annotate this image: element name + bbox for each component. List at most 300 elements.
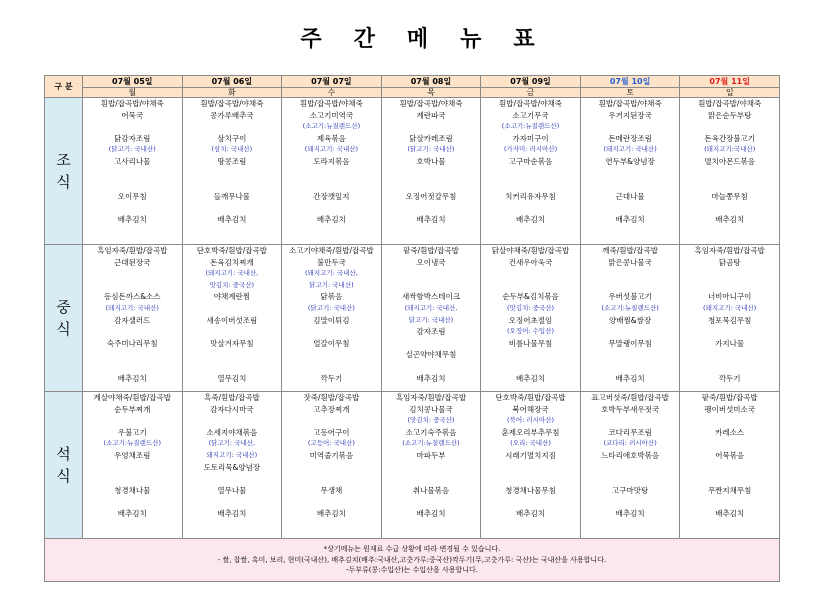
menu-item xyxy=(183,326,282,338)
page-title xyxy=(0,22,835,53)
menu-item xyxy=(382,361,481,373)
menu-item xyxy=(183,303,282,315)
date-cell: 07월 05일 xyxy=(83,76,183,88)
menu-item: 간장깻잎지 xyxy=(313,191,350,201)
origin-note: (소고기:뉴질랜드산) xyxy=(601,303,659,312)
menu-item: 호박나물 xyxy=(416,156,446,166)
title-char: 주 xyxy=(300,27,322,52)
menu-item: 우거지된장국 xyxy=(608,110,652,120)
menu-item: 배추김치 xyxy=(217,508,247,518)
menu-item xyxy=(282,462,381,474)
date-header-row xyxy=(45,76,780,88)
menu-item: 소고기숙주볶음 xyxy=(405,427,457,437)
menu-item xyxy=(481,268,580,280)
origin-note: (돼지고기: 국내산) xyxy=(703,303,757,312)
menu-item xyxy=(83,415,182,427)
menu-item xyxy=(382,496,481,508)
menu-item: 흑임자죽/흰밥/잡곡밥 xyxy=(694,246,765,255)
weekday-cell: 화 xyxy=(182,88,282,98)
title-char: 간 xyxy=(353,27,375,52)
menu-item: 흰밥/잡곡밥/야채죽 xyxy=(598,99,662,108)
origin-note: (맛김치: 중국산) xyxy=(407,416,455,425)
menu-item: 배추김치 xyxy=(416,508,446,518)
menu-item: 계란파국 xyxy=(416,110,446,120)
origin-note: (닭고기: 국내산) xyxy=(407,145,455,154)
menu-item: 배추김치 xyxy=(715,214,745,224)
menu-item xyxy=(581,202,680,214)
menu-item: 흰밥/잡곡밥/야채죽 xyxy=(499,99,563,108)
menu-item: 돈메란장조림 xyxy=(608,133,652,143)
menu-item xyxy=(183,415,282,427)
menu-item xyxy=(382,462,481,474)
menu-item xyxy=(581,415,680,427)
menu-cell xyxy=(381,98,481,245)
menu-item: 소세지야채볶음 xyxy=(206,427,258,437)
menu-item: 우불고기 xyxy=(117,427,147,437)
menu-item: 새송이버섯조림 xyxy=(206,315,258,325)
menu-cell xyxy=(580,98,680,245)
menu-item: 열무나물 xyxy=(217,485,247,495)
menu-item: 마파두부 xyxy=(416,450,446,460)
menu-item xyxy=(382,280,481,292)
menu-cell xyxy=(580,392,680,539)
menu-cell xyxy=(381,392,481,539)
menu-cell xyxy=(182,392,282,539)
menu-item: 흑죽/흰밥/잡곡밥 xyxy=(203,393,260,402)
menu-cell xyxy=(83,245,183,392)
title-char: 메 xyxy=(406,27,429,52)
menu-item: 오이냉국 xyxy=(416,257,446,267)
menu-item xyxy=(581,361,680,373)
weekday-cell: 월 xyxy=(83,88,183,98)
origin-note: (돼지고기: 국내산, xyxy=(305,269,358,278)
origin-note: (가자미: 러시아산) xyxy=(503,145,558,154)
menu-item xyxy=(382,179,481,191)
notes xyxy=(45,539,780,582)
menu-item xyxy=(282,473,381,485)
menu-cell xyxy=(182,98,282,245)
menu-item xyxy=(581,349,680,361)
menu-item: 고구마순볶음 xyxy=(508,156,553,166)
menu-item xyxy=(83,121,182,133)
origin-note: (북어: 러시아산) xyxy=(507,416,555,425)
menu-item xyxy=(481,361,580,373)
menu-item: 맑은콩나물국 xyxy=(608,257,652,267)
menu-item xyxy=(83,202,182,214)
menu-item: 잣죽/흰밥/잡곡밥 xyxy=(303,393,360,402)
menu-cell xyxy=(282,245,382,392)
menu-item: 훈제오리부추무침 xyxy=(501,427,560,437)
menu-item xyxy=(481,349,580,361)
menu-item xyxy=(282,496,381,508)
meal-label-char: 석 xyxy=(56,445,71,463)
menu-item: 배추김치 xyxy=(516,373,546,383)
menu-item xyxy=(680,268,779,280)
menu-item: 양배찜&쌈장 xyxy=(609,315,652,325)
origin-note: (돼지고기:국내산) xyxy=(704,145,756,154)
menu-item: 표고버섯죽/흰밥/잡곡밥 xyxy=(591,393,669,402)
meal-label-char: 식 xyxy=(56,173,71,191)
menu-item: 배추김치 xyxy=(117,214,147,224)
menu-item xyxy=(83,473,182,485)
menu-item: 오이무침 xyxy=(117,191,147,201)
date-cell: 07월 11일 xyxy=(680,76,780,88)
origin-note: (닭고기: 국내산) xyxy=(108,145,156,154)
menu-item: 제육볶음 xyxy=(316,133,346,143)
menu-item xyxy=(183,202,282,214)
date-cell: 07월 06일 xyxy=(182,76,282,88)
menu-item: 순두부찌개 xyxy=(114,404,151,414)
menu-item xyxy=(83,349,182,361)
menu-item xyxy=(183,121,282,133)
menu-cell xyxy=(282,392,382,539)
menu-item xyxy=(581,462,680,474)
menu-item xyxy=(382,168,481,180)
menu-item xyxy=(282,349,381,361)
menu-item: 배추김치 xyxy=(615,373,645,383)
origin-note: (소고기:뉴질랜드산) xyxy=(402,439,460,448)
menu-item: 너비아니구이 xyxy=(707,292,752,302)
origin-note: (돼지고기: 국내산) xyxy=(304,145,359,154)
menu-cell xyxy=(580,245,680,392)
menu-item xyxy=(581,168,680,180)
menu-item: 소고기미역국 xyxy=(309,110,354,120)
menu-item xyxy=(83,179,182,191)
origin-note: 닭고기: 국내산) xyxy=(309,280,354,289)
menu-item: 배추김치 xyxy=(615,214,645,224)
menu-item: 맑은순두부탕 xyxy=(707,110,752,120)
menu-item: 취나물볶음 xyxy=(412,485,450,495)
menu-item: 가자미구이 xyxy=(512,133,549,143)
menu-item: 우버섯불고기 xyxy=(608,292,652,302)
menu-item xyxy=(382,268,481,280)
menu-item: 들깨무나물 xyxy=(213,191,250,201)
menu-item xyxy=(481,473,580,485)
meal-label-char: 식 xyxy=(56,320,71,338)
menu-item xyxy=(183,168,282,180)
origin-note: 닭고기: 국내산) xyxy=(408,315,454,324)
menu-item xyxy=(83,496,182,508)
menu-item: 흰밥/잡곡밥/야채죽 xyxy=(698,99,762,108)
menu-item: 무생채 xyxy=(320,485,343,495)
menu-item: 고구마맛탕 xyxy=(611,485,649,495)
menu-item xyxy=(481,168,580,180)
menu-item: 순두부&김치볶음 xyxy=(502,292,559,302)
menu-item: 마늘쫑무침 xyxy=(711,191,748,201)
menu-item xyxy=(481,496,580,508)
menu-item: 불만두국 xyxy=(316,257,346,267)
menu-item: 배추김치 xyxy=(117,373,147,383)
menu-cell xyxy=(381,245,481,392)
menu-item xyxy=(680,121,779,133)
meal-row xyxy=(45,98,780,245)
menu-cell xyxy=(282,98,382,245)
menu-item xyxy=(581,473,680,485)
menu-item: 닭살카레조림 xyxy=(409,133,453,143)
gubun-label: 구 분 xyxy=(45,76,83,98)
menu-item: 근대된장국 xyxy=(114,257,151,267)
menu-item xyxy=(680,168,779,180)
origin-note: (오리: 국내산) xyxy=(510,439,551,448)
menu-item: 어묵국 xyxy=(121,110,144,120)
title-char: 뉴 xyxy=(460,27,482,52)
menu-item xyxy=(382,202,481,214)
menu-item: 건새우아욱국 xyxy=(508,257,553,267)
menu-item xyxy=(581,179,680,191)
menu-item: 시래기멸치지짐 xyxy=(505,450,556,460)
menu-item: 열무김치 xyxy=(217,373,247,383)
menu-item: 치커리유자무침 xyxy=(505,191,556,201)
weekday-cell: 일 xyxy=(680,88,780,98)
menu-item: 무말랭이무침 xyxy=(608,338,652,348)
menu-item: 비름나물무침 xyxy=(508,338,553,348)
menu-item: 배추김치 xyxy=(416,214,446,224)
menu-item xyxy=(83,462,182,474)
menu-cell xyxy=(83,98,183,245)
date-cell: 07월 08일 xyxy=(381,76,481,88)
menu-item: 배추김치 xyxy=(516,508,546,518)
menu-item xyxy=(680,280,779,292)
menu-item xyxy=(282,168,381,180)
menu-item: 흑임자죽/흰밥/잡곡밥 xyxy=(395,393,467,402)
origin-note: (돼지고기: 국내산) xyxy=(603,145,657,154)
menu-item: 배추김치 xyxy=(416,373,446,383)
menu-item: 삼치구이 xyxy=(217,133,247,143)
menu-item xyxy=(83,361,182,373)
menu-item: 북어해장국 xyxy=(512,404,549,414)
weekday-header-row xyxy=(45,88,780,98)
note-line: -두부류(콩:수입산)는 수입산을 사용합니다. xyxy=(346,566,478,575)
menu-item: 흑임자죽/흰밥/잡곡밥 xyxy=(97,246,168,255)
menu-item xyxy=(282,361,381,373)
menu-item: 카레소스 xyxy=(715,427,745,437)
origin-note: (고등어: 국내산) xyxy=(307,439,355,448)
menu-item: 흰밥/잡곡밥/야채죽 xyxy=(399,99,463,108)
menu-item xyxy=(680,179,779,191)
menu-item xyxy=(83,168,182,180)
meal-label-char: 조 xyxy=(56,151,71,169)
menu-item: 청경채나물무침 xyxy=(505,485,556,495)
menu-item: 배추김치 xyxy=(217,214,247,224)
menu-item: 배추김치 xyxy=(615,508,645,518)
menu-item: 깍두기 xyxy=(320,373,343,383)
menu-item: 근대나물 xyxy=(615,191,645,201)
menu-item xyxy=(382,338,481,350)
menu-item xyxy=(680,462,779,474)
origin-note: (돼지고기: 국내산) xyxy=(105,303,159,312)
menu-item xyxy=(382,121,481,133)
menu-item: 우엉채조림 xyxy=(114,450,151,460)
menu-cell xyxy=(680,392,780,539)
menu-item xyxy=(481,202,580,214)
menu-item xyxy=(680,438,779,450)
origin-note: 돼지고기: 국내산) xyxy=(206,450,258,459)
menu-item: 계살야채죽/흰밥/잡곡밥 xyxy=(93,393,172,402)
menu-cell xyxy=(481,392,581,539)
menu-item: 감자샐러드 xyxy=(114,315,151,325)
menu-item: 오징어젓갈무침 xyxy=(405,191,457,201)
origin-note: (소고기:뉴질랜드산) xyxy=(103,439,162,448)
menu-item: 코다리무조림 xyxy=(608,427,652,437)
menu-item: 무짠지채무침 xyxy=(707,485,752,495)
meal-row xyxy=(45,392,780,539)
menu-item: 돈육김치찌개 xyxy=(210,257,254,267)
menu-item: 흰밥/잡곡밥/야채죽 xyxy=(200,99,264,108)
menu-item xyxy=(183,496,282,508)
menu-item: 팥죽/흰밥/잡곡밥 xyxy=(701,393,758,402)
date-cell: 07월 09일 xyxy=(481,76,581,88)
menu-item xyxy=(680,415,779,427)
menu-item: 호박두부새우젓국 xyxy=(601,404,660,414)
meal-label-char: 중 xyxy=(56,298,71,316)
meal-label xyxy=(45,98,83,245)
menu-item: 숙주미나리무침 xyxy=(106,338,158,348)
menu-item: 팽이버섯미소국 xyxy=(704,404,756,414)
menu-item xyxy=(680,202,779,214)
menu-item: 닭살야채죽/흰밥/잡곡밥 xyxy=(491,246,570,255)
menu-item xyxy=(680,349,779,361)
menu-item: 배추김치 xyxy=(117,508,147,518)
menu-item xyxy=(481,462,580,474)
menu-cell xyxy=(481,98,581,245)
menu-cell xyxy=(481,245,581,392)
menu-item: 닭감자조림 xyxy=(114,133,151,143)
menu-item xyxy=(680,326,779,338)
menu-item: 어묵볶음 xyxy=(715,450,745,460)
menu-item: 흰밥/잡곡밥/야채죽 xyxy=(299,99,363,108)
menu-item: 감자조림 xyxy=(416,327,446,337)
date-cell: 07월 10일 xyxy=(580,76,680,88)
title-char: 표 xyxy=(513,27,535,52)
menu-cell xyxy=(680,98,780,245)
menu-item xyxy=(581,280,680,292)
menu-item: 연두부&양념장 xyxy=(605,156,655,166)
menu-item: 감자다시마국 xyxy=(210,404,254,414)
menu-cell xyxy=(83,392,183,539)
menu-item xyxy=(282,326,381,338)
origin-note: (삼치: 국내산) xyxy=(211,145,253,154)
menu-item xyxy=(282,202,381,214)
menu-item xyxy=(581,268,680,280)
menu-item xyxy=(183,179,282,191)
origin-note: 맛김치: 중국산) xyxy=(209,280,255,289)
note-line: *상기메뉴는 원재료 수급 상황에 따라 변경될 수 있습니다. xyxy=(323,545,501,554)
menu-item xyxy=(581,326,680,338)
menu-item xyxy=(680,361,779,373)
note-line: - 쌀, 찹쌀, 흑미, 보리, 현미(국내산), 배추김치(배추:국내산,고춧가루:중국산)깍두기(무,고춧가루: 국산)는 국내산을 사용합니다. xyxy=(217,555,607,564)
menu-item xyxy=(481,280,580,292)
menu-item: 돈육간장불고기 xyxy=(704,133,756,143)
origin-note: (소고기:뉴질랜드산) xyxy=(501,122,560,131)
menu-item: 김말이튀김 xyxy=(313,315,350,325)
menu-item: 닭볶음 xyxy=(320,292,343,302)
origin-note: (돼지고기: 국내산, xyxy=(404,303,458,312)
menu-item: 청포묵김무침 xyxy=(707,315,752,325)
menu-item xyxy=(83,280,182,292)
menu-item xyxy=(581,121,680,133)
origin-note: (코다리: 러시아산) xyxy=(603,439,657,448)
menu-item: 깍두기 xyxy=(718,373,741,383)
menu-item xyxy=(481,179,580,191)
menu-item: 닭곰탕 xyxy=(718,257,741,267)
origin-note: (소고기:뉴질랜드산) xyxy=(302,122,361,131)
menu-item: 소고기무국 xyxy=(512,110,549,120)
menu-item: 김치콩나물국 xyxy=(409,404,453,414)
weekly-menu-table xyxy=(44,75,780,582)
menu-item xyxy=(581,496,680,508)
menu-item: 청경채나물 xyxy=(114,485,151,495)
meal-label xyxy=(45,392,83,539)
meal-label xyxy=(45,245,83,392)
menu-item: 미역줄기볶음 xyxy=(309,450,354,460)
menu-item: 멸치아몬드볶음 xyxy=(704,156,756,166)
menu-item: 단호박죽/흰밥/잡곡밥 xyxy=(495,393,566,402)
origin-note: (오징어: 수입산) xyxy=(507,327,555,336)
menu-cell xyxy=(182,245,282,392)
menu-item: 소고기야채죽/흰밥/잡곡밥 xyxy=(289,246,374,255)
menu-item xyxy=(183,361,282,373)
menu-item xyxy=(382,473,481,485)
menu-item: 도라지볶음 xyxy=(313,156,350,166)
menu-item: 고사리나물 xyxy=(114,156,151,166)
menu-item: 야채계란찜 xyxy=(213,292,250,302)
menu-item: 얼갈이무침 xyxy=(313,338,350,348)
menu-item: 배추김치 xyxy=(715,508,745,518)
menu-item: 실곤약야채무침 xyxy=(405,350,457,360)
menu-cell xyxy=(680,245,780,392)
menu-item: 고추장찌개 xyxy=(313,404,350,414)
menu-item: 가지나물 xyxy=(715,338,745,348)
menu-item xyxy=(183,349,282,361)
weekday-cell: 금 xyxy=(481,88,581,98)
menu-item: 도토리묵&양념장 xyxy=(203,462,261,472)
menu-item: 느타리애호박볶음 xyxy=(601,450,660,460)
menu-item: 단호박죽/흰밥/잡곡밥 xyxy=(196,246,267,255)
menu-item: 땅콩조림 xyxy=(217,156,247,166)
notes-row xyxy=(45,539,780,582)
menu-item xyxy=(83,326,182,338)
menu-item: 배추김치 xyxy=(316,214,346,224)
menu-item: 오징어초절임 xyxy=(508,315,553,325)
menu-item: 배추김치 xyxy=(316,508,346,518)
date-cell: 07월 07일 xyxy=(282,76,382,88)
menu-item: 콩가루배추국 xyxy=(210,110,254,120)
menu-item: 새싹함박스테이크 xyxy=(401,292,460,302)
menu-item: 흰밥/잡곡밥/야채죽 xyxy=(100,99,164,108)
weekday-cell: 목 xyxy=(381,88,481,98)
menu-item: 깨죽/흰밥/잡곡밥 xyxy=(602,246,658,255)
origin-note: (닭고기: 국내산, xyxy=(208,439,256,448)
menu-item: 맛살겨자무침 xyxy=(210,338,254,348)
origin-note: (닭고기: 국내산) xyxy=(307,303,355,312)
weekday-cell: 토 xyxy=(580,88,680,98)
weekday-cell: 수 xyxy=(282,88,382,98)
menu-item: 등심돈까스&소스 xyxy=(103,292,161,302)
meal-label-char: 식 xyxy=(56,467,71,485)
menu-item xyxy=(282,415,381,427)
menu-item xyxy=(282,179,381,191)
menu-item xyxy=(680,496,779,508)
menu-item xyxy=(83,268,182,280)
menu-item: 배추김치 xyxy=(516,214,546,224)
menu-item: 고등어구이 xyxy=(313,427,350,437)
menu-item: 팥죽/흰밥/잡곡밥 xyxy=(403,246,459,255)
origin-note: (맛김치: 중국산) xyxy=(507,303,555,312)
origin-note: (돼지고기: 국내산, xyxy=(205,269,259,278)
menu-item xyxy=(183,473,282,485)
menu-item xyxy=(680,473,779,485)
meal-row xyxy=(45,245,780,392)
